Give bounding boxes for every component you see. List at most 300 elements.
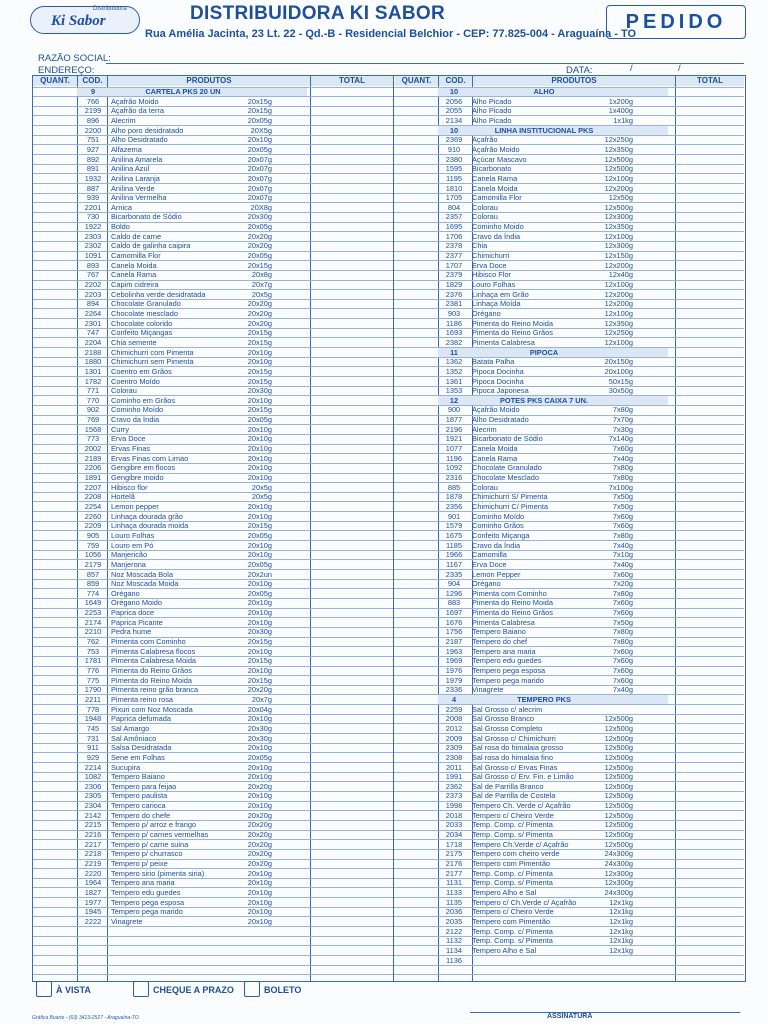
row-line (33, 241, 393, 242)
product-code: 10 (449, 87, 459, 96)
product-size: 20x20g (247, 839, 272, 849)
product-name: Chocolate colorido (111, 318, 173, 328)
product-size: 20x10g (247, 887, 272, 897)
product-code: 887 (86, 183, 100, 193)
product-name: Alho Picado (472, 106, 512, 116)
product-size: 20x10g (247, 791, 272, 801)
product-code: 1196 (446, 453, 462, 463)
row-line (394, 926, 744, 927)
product-code: 939 (86, 193, 100, 203)
row-line (394, 540, 744, 541)
product-name: Colorau (472, 212, 498, 222)
product-code: 2201 (84, 202, 102, 212)
product-size: 7x40g (612, 453, 633, 463)
row-line (394, 87, 744, 88)
product-code: 2008 (445, 714, 463, 724)
row-line (394, 704, 744, 705)
product-code: 2216 (84, 830, 102, 840)
product-code: 12 (449, 395, 459, 405)
product-name: Noz Moscada Moida (111, 579, 179, 589)
product-size: 7x40g (612, 559, 633, 569)
product-name: Vinagrete (111, 916, 143, 926)
product-code: 1361 (445, 376, 463, 386)
product-size: 12x500g (604, 743, 633, 753)
row-line (394, 125, 744, 126)
row-line (33, 135, 393, 136)
product-size: 7x80g (612, 588, 633, 598)
row-line (394, 617, 744, 618)
product-code: 2208 (84, 492, 102, 502)
row-line (33, 675, 393, 676)
razao-social-field[interactable] (106, 63, 744, 64)
data-label: DATA: (566, 65, 593, 76)
product-size: 12x500g (604, 820, 633, 830)
product-name: Lemon pepper (111, 501, 159, 511)
product-size: 7x60g (612, 511, 633, 521)
row-line (33, 666, 393, 667)
product-code: 2381 (445, 299, 463, 309)
logo-text: Ki Sabor (51, 13, 106, 29)
product-name: Tempero pega esposa (472, 666, 546, 675)
product-name: Anilina Laranja (111, 173, 160, 183)
row-line (394, 473, 744, 474)
product-size: 20x30g (247, 723, 272, 733)
product-code: 2380 (445, 154, 463, 164)
product-name: Tempero p/ peixe (111, 859, 168, 868)
product-size: 20x10g (247, 453, 272, 463)
row-line (33, 87, 393, 88)
product-size: 7x60g (612, 646, 633, 656)
row-line (33, 598, 393, 599)
row-line (394, 887, 744, 888)
product-code: 1891 (84, 473, 102, 482)
product-code: 1706 (445, 231, 463, 241)
product-size: 7x60g (612, 666, 633, 675)
product-name: Ervas Finas com Limao (111, 453, 189, 463)
product-name: Colorau (472, 482, 498, 492)
row-line (33, 347, 393, 348)
row-line (33, 289, 393, 290)
product-code: 2220 (84, 868, 102, 878)
row-line (33, 801, 393, 802)
product-size: 20x15g (247, 637, 272, 647)
row-line (33, 887, 393, 888)
product-name: Caldo de carne (111, 231, 162, 241)
row-line (33, 270, 393, 271)
product-size: 20x10g (247, 424, 272, 434)
product-code: 2316 (445, 473, 463, 482)
product-size: 20x05g (247, 559, 272, 569)
row-line (394, 337, 744, 338)
product-size: 20x10g (247, 357, 272, 367)
product-size: 20x05g (247, 144, 272, 154)
product-name: Sucupira (111, 762, 141, 772)
product-code: 2196 (445, 424, 463, 434)
row-line (394, 106, 744, 107)
row-line (33, 386, 393, 387)
row-line (394, 588, 744, 589)
product-size: 12x500g (604, 733, 633, 743)
row-line (394, 569, 744, 570)
product-size: 20x10g (247, 762, 272, 772)
product-name: Erva Doce (111, 434, 146, 444)
product-code: 2036 (445, 907, 463, 917)
product-name: Hibisco Flor (472, 270, 512, 280)
product-name: Tempero Ch.Verde c/ Açafrão (472, 839, 569, 849)
row-line (33, 916, 393, 917)
product-name: Temp. Comp. s/ Pimenta (472, 878, 553, 888)
product-name: Cebolinha verde desidratada (111, 289, 206, 299)
product-code: 2219 (84, 859, 102, 868)
product-size: 12x300g (604, 241, 633, 251)
product-name: Sal Grosso c/ alecrim (472, 704, 543, 714)
product-size: 20x15g (247, 675, 272, 685)
product-name: Anilina Amarela (111, 154, 163, 164)
product-name: Anilina Verde (111, 183, 155, 193)
product-name: Tempero pega marido (472, 675, 544, 685)
product-name: Tempero com cheiro verde (472, 849, 560, 859)
product-code: 2302 (84, 241, 102, 251)
product-code: 857 (86, 569, 100, 579)
product-size: 20x20g (247, 781, 272, 791)
product-size: 7x60g (612, 521, 633, 531)
product-size: 12x500g (604, 762, 633, 772)
product-code: 903 (447, 308, 461, 318)
product-name: Salsa Desidratada (111, 743, 172, 753)
product-name: Caldo de galinha caipira (111, 241, 191, 251)
product-size: 20x30g (247, 627, 272, 637)
product-name: Pimenta Calabresa flocos (111, 646, 196, 656)
product-code: 1880 (84, 357, 102, 367)
product-code: 2177 (445, 868, 463, 878)
product-code: 2204 (84, 337, 102, 347)
product-name: Sal Grosso Branco (472, 714, 535, 724)
product-size: 20x10g (247, 579, 272, 589)
product-size: 12x100g (604, 308, 633, 318)
product-code: 2376 (445, 289, 463, 299)
product-size: 7x70g (612, 415, 633, 425)
row-line (394, 859, 744, 860)
product-code: 1991 (445, 772, 463, 782)
row-line (33, 752, 393, 753)
row-line (33, 299, 393, 300)
product-size: 20x20g (247, 231, 272, 241)
product-name: Linhaça Moída (472, 299, 521, 309)
product-code: 2254 (84, 501, 102, 511)
product-size: 7x80g (612, 405, 633, 415)
product-name: Vinagrete (472, 685, 504, 695)
row-line (33, 955, 393, 956)
row-line (394, 135, 744, 136)
product-size: 20x10g (247, 434, 272, 444)
product-name: Gengibre em flocos (111, 463, 176, 473)
product-size: 12x50g (608, 193, 633, 203)
product-name: Alho Desidratado (472, 415, 529, 425)
product-name: Orégano Moido (111, 598, 162, 608)
product-code: 910 (447, 144, 461, 154)
product-size: 20x30g (247, 386, 272, 396)
row-line (394, 308, 744, 309)
product-name: Anilina Vermelha (111, 193, 167, 203)
row-line (394, 762, 744, 763)
product-name: Tempero do chefe (111, 810, 171, 820)
product-size: 20x10g (247, 135, 272, 145)
product-size: 20x10g (247, 511, 272, 521)
product-code: 2179 (84, 559, 102, 569)
product-code: 804 (447, 202, 461, 212)
product-name: Sal Grosso c/ Ervas Finas (472, 762, 558, 772)
product-size: 7x60g (612, 598, 633, 608)
product-size: 20x20g (247, 241, 272, 251)
product-name: Temp. Comp. c/ Pimenta (472, 820, 553, 830)
product-code: 1756 (445, 627, 463, 637)
product-name: Tempero do chef (472, 637, 528, 647)
row-line (33, 530, 393, 531)
row-line (33, 337, 393, 338)
product-size: 12x1kg (609, 926, 633, 936)
product-size: 20x30g (247, 212, 272, 222)
product-name: Tempero Baiano (111, 772, 165, 782)
product-name: Anilina Azul (111, 164, 150, 174)
row-line (33, 482, 393, 483)
product-code: 2174 (84, 617, 102, 627)
product-code: 1878 (445, 492, 463, 502)
product-name: Linhaça dourada grão (111, 511, 183, 521)
product-name: TEMPERO PKS (517, 694, 571, 704)
product-size: 20x15g (247, 366, 272, 376)
product-size: 7x100g (608, 482, 633, 492)
product-code: 2369 (445, 135, 463, 145)
product-size: 7x50g (612, 501, 633, 511)
row-line (394, 405, 744, 406)
row-line (394, 328, 744, 329)
header-cod: COD. (439, 76, 472, 86)
product-code: 2259 (445, 704, 463, 714)
product-code: 2209 (84, 521, 102, 531)
row-line (33, 444, 393, 445)
product-name: Tempero ana maria (472, 646, 536, 656)
product-size: 20x100g (604, 366, 633, 376)
product-code: 1132 (446, 936, 462, 946)
product-size: 12x100g (604, 280, 633, 289)
product-name: Pimenta do Reino Grãos (472, 328, 553, 338)
row-line (33, 463, 393, 464)
product-size: 20x7g (251, 694, 272, 704)
product-size: 1x400g (608, 106, 633, 116)
product-size: 20x05g (247, 115, 272, 125)
row-line (394, 222, 744, 223)
product-code: 753 (86, 646, 100, 656)
row-line (394, 270, 744, 271)
row-line (394, 666, 744, 667)
row-line (394, 656, 744, 657)
product-name: Orégano (472, 579, 501, 589)
product-size: 12x40g (608, 270, 633, 280)
product-code: 1877 (445, 415, 463, 425)
row-line (33, 473, 393, 474)
product-name: Hibisco flor (111, 482, 148, 492)
product-name: Alho Picado (472, 115, 512, 125)
product-code: 1948 (84, 714, 102, 724)
product-name: Sal de Parrilla de Costela (472, 791, 556, 801)
product-size: 12x500g (604, 801, 633, 811)
printer-credit: Gráfica Buarte - (63) 3413-2527 - Araguaína-TO (32, 1015, 139, 1021)
row-line (33, 714, 393, 715)
header-cod: COD. (78, 76, 107, 86)
product-code: 751 (86, 135, 100, 145)
product-code: 885 (447, 482, 461, 492)
product-name: Canela Moida (472, 444, 518, 454)
product-name: Linhaça em Grão (472, 289, 529, 299)
boleto-checkbox[interactable] (244, 981, 260, 997)
product-size: 12x200g (604, 260, 633, 270)
product-code: 902 (86, 405, 100, 415)
header-quant: QUANT. (33, 76, 77, 86)
product-name: Chimichurri (472, 251, 510, 261)
product-code: 773 (86, 434, 100, 444)
product-name: Tempero pega marido (111, 907, 183, 917)
row-line (394, 212, 744, 213)
product-code: 2011 (446, 762, 462, 772)
row-line (394, 936, 744, 937)
date-separator: / (630, 63, 633, 74)
product-code: 731 (86, 733, 100, 743)
product-size: 12x200g (604, 289, 633, 299)
row-line (33, 646, 393, 647)
product-code: 1353 (445, 386, 463, 396)
razao-social-label: RAZÃO SOCIAL: (38, 53, 111, 64)
product-size: 20x20g (247, 308, 272, 318)
row-line (394, 637, 744, 638)
product-name: Cominho Grãos (472, 521, 524, 531)
product-size: 24x300g (604, 887, 633, 897)
row-line (33, 366, 393, 367)
signature-line[interactable] (470, 1012, 740, 1013)
product-code: 771 (86, 386, 100, 396)
row-line (394, 376, 744, 377)
product-code: 2002 (84, 444, 102, 454)
row-line (33, 115, 393, 116)
product-code: 2222 (84, 916, 102, 926)
product-name: Açafrão (472, 135, 498, 145)
product-name: Manjericão (111, 550, 148, 560)
product-size: 20x05g (247, 222, 272, 232)
product-code: 2218 (84, 849, 102, 859)
row-line (33, 202, 393, 203)
row-line (394, 183, 744, 184)
row-line (394, 521, 744, 522)
row-line (33, 164, 393, 165)
row-line (33, 559, 393, 560)
row-line (394, 830, 744, 831)
product-code: 1810 (445, 183, 463, 193)
row-line (394, 897, 744, 898)
product-name: Chimichurri com Pimenta (111, 347, 194, 357)
product-size: 20x10g (247, 743, 272, 753)
row-line (394, 733, 744, 734)
row-line (394, 241, 744, 242)
product-code: 2189 (84, 453, 102, 463)
product-code: 1945 (84, 907, 102, 917)
row-line (33, 945, 393, 946)
product-size: 20x20g (247, 318, 272, 328)
row-line (33, 859, 393, 860)
product-code: 1352 (445, 366, 463, 376)
product-name: Tempero Alho e Sal (472, 887, 537, 897)
row-line (33, 106, 393, 107)
product-size: 7x60g (612, 569, 633, 579)
product-name: Pimenta do Reino Moida (111, 675, 192, 685)
product-name: Açafrão Moido (472, 405, 520, 415)
row-line (33, 926, 393, 927)
product-code: 2188 (84, 347, 102, 357)
row-line (33, 125, 393, 126)
row-line (33, 434, 393, 435)
product-size: 20x10g (247, 617, 272, 627)
product-code: 2055 (445, 106, 463, 116)
product-size: 12x1kg (609, 897, 633, 907)
product-size: 20x15g (247, 376, 272, 386)
product-size: 20x20g (247, 830, 272, 840)
product-size: 12x500g (604, 830, 633, 840)
pedido-title: PEDIDO (606, 5, 746, 39)
product-size: 20x10g (247, 646, 272, 656)
row-line (33, 839, 393, 840)
product-size: 20x10g (247, 878, 272, 888)
product-size: 20x15g (247, 106, 272, 116)
product-name: Pimenta reino grão branca (111, 685, 199, 695)
row-line (394, 772, 744, 773)
product-code: 2377 (445, 251, 463, 261)
product-size: 12x500g (604, 791, 633, 801)
product-name: Alho Desidratado (111, 135, 168, 145)
product-size: 12x500g (604, 723, 633, 733)
row-line (33, 521, 393, 522)
product-size: 12x300g (604, 878, 633, 888)
product-code: 2260 (84, 511, 102, 521)
product-name: Açafrão da terra (111, 106, 164, 116)
row-line (394, 608, 744, 609)
product-name: Cominho Moído (111, 405, 164, 415)
product-size: 12x300g (604, 868, 633, 878)
product-size: 12x200g (604, 183, 633, 193)
product-size: 7x50g (612, 617, 633, 627)
product-size: 20x05g (247, 415, 272, 425)
product-size: 20x10g (247, 347, 272, 357)
product-size: 30x50g (608, 386, 633, 396)
product-code: 1595 (445, 164, 463, 174)
product-name: Tempero pega esposa (111, 897, 185, 907)
product-size: 20x10g (247, 608, 272, 618)
product-name: Ervas Finas (111, 444, 151, 454)
product-size: 20X5g (250, 125, 272, 135)
row-line (33, 395, 393, 396)
product-code: 1921 (445, 434, 463, 444)
product-name: Sal de Parrilla Branco (472, 781, 544, 791)
product-code: 2009 (445, 733, 463, 743)
avista-checkbox[interactable] (36, 981, 52, 997)
product-size: 20x150g (604, 357, 633, 367)
cheque-checkbox[interactable] (133, 981, 149, 997)
product-name: Colorau (111, 386, 137, 396)
row-line (33, 608, 393, 609)
product-code: 2207 (84, 482, 102, 492)
row-line (394, 193, 744, 194)
product-code: 883 (447, 598, 461, 608)
row-line (33, 772, 393, 773)
product-code: 1077 (445, 444, 463, 454)
row-line (394, 810, 744, 811)
